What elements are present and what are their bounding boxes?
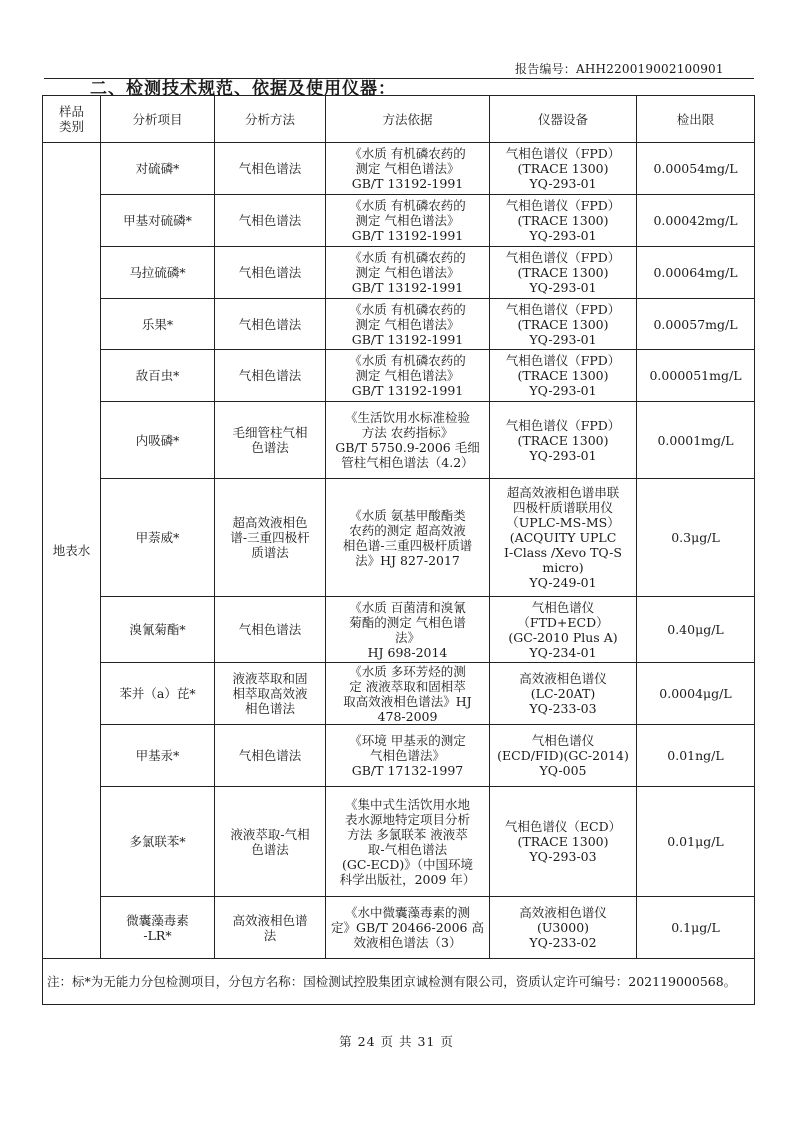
inspection-table <box>42 95 755 1005</box>
limit-cell: 0.00064mg/L <box>637 247 755 299</box>
header-sample-type: 样品 类别 <box>43 96 101 143</box>
sample-type-cell: 地表水 <box>43 143 101 959</box>
instrument-cell: 超高效液相色谱串联 四极杆质谱联用仪 （UPLC-MS-MS） (ACQUITY UPLC I-Class /Xevo TQ-S micro) YQ-249-01 <box>490 479 637 597</box>
basis-cell: 《水质 有机磷农药的 测定 气相色谱法》 GB/T 13192-1991 <box>326 195 490 247</box>
table-row <box>43 195 755 247</box>
limit-cell: 0.1μg/L <box>637 897 755 959</box>
method-cell: 气相色谱法 <box>215 247 326 299</box>
method-cell: 超高效液相色 谱-三重四极杆 质谱法 <box>215 479 326 597</box>
instrument-cell: 气相色谱仪 （FTD+ECD） (GC-2010 Plus A) YQ-234-01 <box>490 597 637 663</box>
item-cell: 马拉硫磷* <box>101 247 215 299</box>
basis-cell: 《水质 有机磷农药的 测定 气相色谱法》 GB/T 13192-1991 <box>326 247 490 299</box>
item-cell: 甲基汞* <box>101 725 215 787</box>
item-cell: 敌百虫* <box>101 350 215 402</box>
header-item: 分析项目 <box>101 96 215 143</box>
table-row <box>43 350 755 402</box>
instrument-cell: 气相色谱仪（FPD） (TRACE 1300) YQ-293-01 <box>490 143 637 195</box>
basis-cell: 《水质 有机磷农药的 测定 气相色谱法》 GB/T 13192-1991 <box>326 299 490 350</box>
method-cell: 气相色谱法 <box>215 350 326 402</box>
page-footer: 第 24 页 共 31 页 <box>339 1034 454 1049</box>
item-cell: 溴氰菊酯* <box>101 597 215 663</box>
basis-cell: 《水中微囊藻毒素的测 定》GB/T 20466-2006 高 效液相色谱法（3） <box>326 897 490 959</box>
limit-cell: 0.0004μg/L <box>637 663 755 725</box>
report-number: 报告编号：AHH220019002100901 <box>515 62 724 76</box>
basis-cell: 《生活饮用水标准检验 方法 农药指标》 GB/T 5750.9-2006 毛细 管柱气相色谱法（4.2） <box>326 402 490 479</box>
limit-cell: 0.3μg/L <box>637 479 755 597</box>
table-header-row <box>43 96 755 143</box>
table-row <box>43 663 755 725</box>
note-row <box>43 959 755 1005</box>
table-row <box>43 247 755 299</box>
table-row <box>43 402 755 479</box>
basis-cell: 《水质 氨基甲酸酯类 农药的测定 超高效液 相色谱-三重四极杆质谱 法》HJ 827-2017 <box>326 479 490 597</box>
instrument-cell: 气相色谱仪 (ECD/FID)(GC-2014) YQ-005 <box>490 725 637 787</box>
section-title: 二、检测技术规范、依据及使用仪器： <box>90 79 396 99</box>
item-cell: 甲萘威* <box>101 479 215 597</box>
note-text: 注：标*为无能力分包检测项目，分包方名称：国检测试控股集团京诚检测有限公司，资质认定许可编号：202119000568。 <box>43 959 755 1005</box>
method-cell: 气相色谱法 <box>215 597 326 663</box>
basis-cell: 《环境 甲基汞的测定 气相色谱法》 GB/T 17132-1997 <box>326 725 490 787</box>
limit-cell: 0.0001mg/L <box>637 402 755 479</box>
instrument-cell: 气相色谱仪（FPD） (TRACE 1300) YQ-293-01 <box>490 350 637 402</box>
table-row <box>43 299 755 350</box>
header-limit: 检出限 <box>637 96 755 143</box>
header-method: 分析方法 <box>215 96 326 143</box>
instrument-cell: 气相色谱仪（ECD） (TRACE 1300) YQ-293-03 <box>490 787 637 897</box>
instrument-cell: 气相色谱仪（FPD） (TRACE 1300) YQ-293-01 <box>490 195 637 247</box>
item-cell: 乐果* <box>101 299 215 350</box>
table-row <box>43 897 755 959</box>
limit-cell: 0.000051mg/L <box>637 350 755 402</box>
method-cell: 气相色谱法 <box>215 143 326 195</box>
basis-cell: 《集中式生活饮用水地 表水源地特定项目分析 方法 多氯联苯 液液萃 取-气相色谱法 (GC-ECD)》（中国环境 科学出版社，2009 年） <box>326 787 490 897</box>
limit-cell: 0.01ng/L <box>637 725 755 787</box>
basis-cell: 《水质 百菌清和溴氰 菊酯的测定 气相色谱 法》 HJ 698-2014 <box>326 597 490 663</box>
limit-cell: 0.01μg/L <box>637 787 755 897</box>
instrument-cell: 气相色谱仪（FPD） (TRACE 1300) YQ-293-01 <box>490 402 637 479</box>
table-row <box>43 725 755 787</box>
limit-cell: 0.00054mg/L <box>637 143 755 195</box>
method-cell: 气相色谱法 <box>215 299 326 350</box>
limit-cell: 0.40μg/L <box>637 597 755 663</box>
table-row <box>43 143 755 195</box>
method-cell: 气相色谱法 <box>215 725 326 787</box>
item-cell: 微囊藻毒素 -LR* <box>101 897 215 959</box>
table-row <box>43 597 755 663</box>
instrument-cell: 气相色谱仪（FPD） (TRACE 1300) YQ-293-01 <box>490 299 637 350</box>
method-cell: 毛细管柱气相 色谱法 <box>215 402 326 479</box>
method-cell: 液液萃取和固 相萃取高效液 相色谱法 <box>215 663 326 725</box>
basis-cell: 《水质 有机磷农药的 测定 气相色谱法》 GB/T 13192-1991 <box>326 143 490 195</box>
item-cell: 多氯联苯* <box>101 787 215 897</box>
item-cell: 苯并（a）芘* <box>101 663 215 725</box>
instrument-cell: 高效液相色谱仪 (LC-20AT) YQ-233-03 <box>490 663 637 725</box>
instrument-cell: 气相色谱仪（FPD） (TRACE 1300) YQ-293-01 <box>490 247 637 299</box>
item-cell: 内吸磷* <box>101 402 215 479</box>
basis-cell: 《水质 有机磷农药的 测定 气相色谱法》 GB/T 13192-1991 <box>326 350 490 402</box>
limit-cell: 0.00042mg/L <box>637 195 755 247</box>
table-row <box>43 479 755 597</box>
item-cell: 对硫磷* <box>101 143 215 195</box>
table-row <box>43 787 755 897</box>
limit-cell: 0.00057mg/L <box>637 299 755 350</box>
instrument-cell: 高效液相色谱仪 (U3000) YQ-233-02 <box>490 897 637 959</box>
method-cell: 气相色谱法 <box>215 195 326 247</box>
method-cell: 液液萃取-气相 色谱法 <box>215 787 326 897</box>
item-cell: 甲基对硫磷* <box>101 195 215 247</box>
basis-cell: 《水质 多环芳烃的测 定 液液萃取和固相萃 取高效液相色谱法》HJ 478-2009 <box>326 663 490 725</box>
method-cell: 高效液相色谱 法 <box>215 897 326 959</box>
header-basis: 方法依据 <box>326 96 490 143</box>
header-instrument: 仪器设备 <box>490 96 637 143</box>
